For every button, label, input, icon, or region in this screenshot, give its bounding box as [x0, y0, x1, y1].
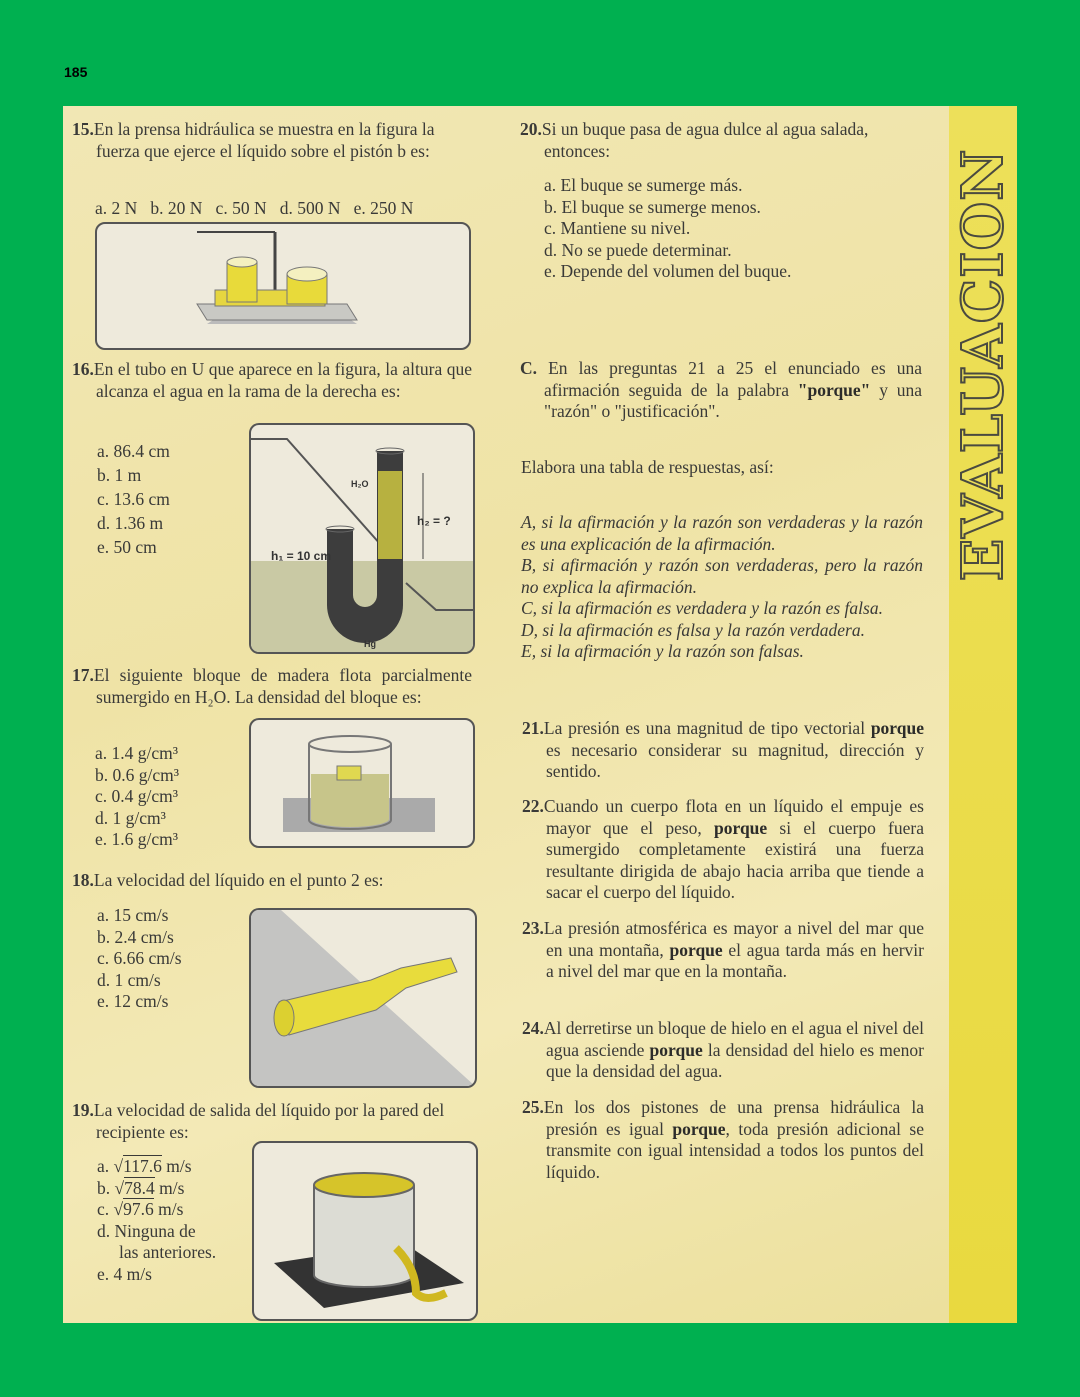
option-c: c. 6.66 cm/s: [97, 948, 182, 968]
option-a: a. 2 N: [95, 198, 138, 218]
water-label: H₂O: [351, 479, 369, 489]
option-d: d. 1 g/cm³: [95, 807, 166, 828]
option-e: e. 1.6 g/cm³: [95, 829, 179, 849]
floating-block-figure: [249, 718, 475, 848]
option-a: a. 15 cm/s: [97, 905, 169, 925]
option-b: b. 20 N: [150, 198, 203, 218]
options-19: [97, 1156, 216, 1285]
option-d: d. Ninguna de: [97, 1220, 196, 1241]
question-text: En el tubo en U que aparece en la figura, la altura que alcanza el agua en la rama de la derecha es:: [93, 359, 472, 401]
option-b: b. 1 m: [97, 465, 142, 485]
question-19: [72, 1100, 474, 1143]
option-d: d. 1.36 m: [97, 513, 164, 533]
option-b: b. 0.6 g/cm³: [95, 764, 179, 785]
options-16: [97, 439, 170, 559]
option-c: c. 50 N: [215, 198, 267, 218]
key-d: D, si la afirmación es falsa y la razón verdadera.: [521, 619, 865, 640]
option-a: a. √117.6 m/s: [97, 1156, 192, 1176]
option-d: d. No se puede determinar.: [544, 239, 732, 260]
mercury-label: Hg: [364, 639, 376, 649]
answer-key: [521, 512, 923, 663]
section-title: EVALUACION: [950, 148, 1016, 582]
page-number: 185: [64, 64, 88, 80]
question-22: 22.Cuando un cuerpo flota en un líquido el empuje es mayor que el peso, porque si el cuerpo fuera sumergido completamente existirá una fuerza resultante dirigida de abajo hacia arriba que tiende a sacar el cuerpo del líquido.: [522, 796, 924, 902]
question-number: 17.: [72, 665, 94, 685]
question-text: En la prensa hidráulica se muestra en la figura la fuerza que ejerce el líquido sobre el pistón b es:: [93, 119, 435, 161]
hydraulic-press-figure: [95, 222, 471, 350]
option-b: b. 2.4 cm/s: [97, 926, 174, 947]
option-c: c. 13.6 cm: [97, 489, 170, 509]
question-24: 24.Al derretirse un bloque de hielo en el agua el nivel del agua asciende porque la densidad del hielo es menor que la densidad del agua.: [522, 1018, 924, 1081]
key-c: C, si la afirmación es verdadera y la razón es falsa.: [521, 598, 883, 618]
option-e: e. Depende del volumen del buque.: [544, 261, 792, 281]
option-e: e. 250 N: [353, 198, 414, 218]
pipe-flow-figure: [249, 908, 477, 1088]
options-20: [544, 175, 791, 283]
part-c-intro: C. En las preguntas 21 a 25 el enunciado es una afirmación seguida de la palabra "porque" y una "razón" o "justificación".: [520, 358, 922, 421]
option-c: c. 0.4 g/cm³: [95, 786, 179, 806]
option-c: c. Mantiene su nivel.: [544, 218, 691, 238]
option-a: a. 86.4 cm: [97, 441, 170, 461]
option-a: a. 1.4 g/cm³: [95, 743, 179, 763]
h2-label: h₂ = ?: [417, 514, 451, 528]
u-tube-figure: [249, 423, 475, 654]
option-d: d. 1 cm/s: [97, 969, 161, 990]
option-c: c. √97.6 m/s: [97, 1199, 184, 1219]
option-d: d. 500 N: [279, 198, 341, 218]
options-18: [97, 905, 182, 1013]
option-d-cont: las anteriores.: [119, 1242, 217, 1262]
option-e: e. 50 cm: [97, 537, 157, 557]
question-number: 15.: [72, 119, 94, 139]
tank-outflow-figure: [252, 1141, 478, 1321]
option-b: b. √78.4 m/s: [97, 1177, 185, 1198]
h1-label: h₁ = 10 cm: [271, 549, 331, 563]
options-17: [95, 743, 179, 851]
question-number: 19.: [72, 1100, 94, 1120]
question-text: Si un buque pasa de agua dulce al agua salada, entonces:: [541, 119, 869, 161]
question-15: [72, 119, 472, 162]
option-a: a. El buque se sumerge más.: [544, 175, 743, 195]
question-21: 21.La presión es una magnitud de tipo vectorial porque es necesario considerar su magnitud, dirección y sentido.: [522, 718, 924, 781]
option-e: e. 4 m/s: [97, 1263, 152, 1284]
option-b: b. El buque se sumerge menos.: [544, 196, 761, 217]
question-16: [72, 359, 472, 402]
question-text: La velocidad del líquido en el punto 2 es:: [93, 870, 384, 890]
question-number: 16.: [72, 359, 94, 379]
question-25: 25.En los dos pistones de una prensa hidráulica la presión es igual porque, toda presión adicional se transmite con igual intensidad a todos los puntos del líquido.: [522, 1097, 924, 1182]
question-number: 18.: [72, 870, 94, 890]
question-17: [72, 665, 472, 708]
key-a: A, si la afirmación y la razón son verdaderas y la razón es una explicación de la afirmación.: [521, 512, 923, 554]
option-e: e. 12 cm/s: [97, 991, 169, 1011]
key-e: E, si la afirmación y la razón son falsas.: [521, 641, 804, 661]
question-text: La velocidad de salida del líquido por la pared del recipiente es:: [93, 1100, 445, 1142]
question-18: [72, 870, 472, 892]
question-number: 20.: [520, 119, 542, 139]
instruction: Elabora una tabla de respuestas, así:: [521, 457, 774, 477]
question-text: El siguiente bloque de madera flota parcialmente sumergido en H₂O. La densidad del bloque es:: [93, 665, 472, 707]
options-15: [95, 198, 413, 220]
question-20: [520, 119, 925, 162]
question-23: 23.La presión atmosférica es mayor a nivel del mar que en una montaña, porque el agua tarda más en hervir a nivel del mar que en la montaña.: [522, 918, 924, 981]
key-b: B, si afirmación y razón son verdaderas, pero la razón no explica la afirmación.: [521, 555, 923, 597]
